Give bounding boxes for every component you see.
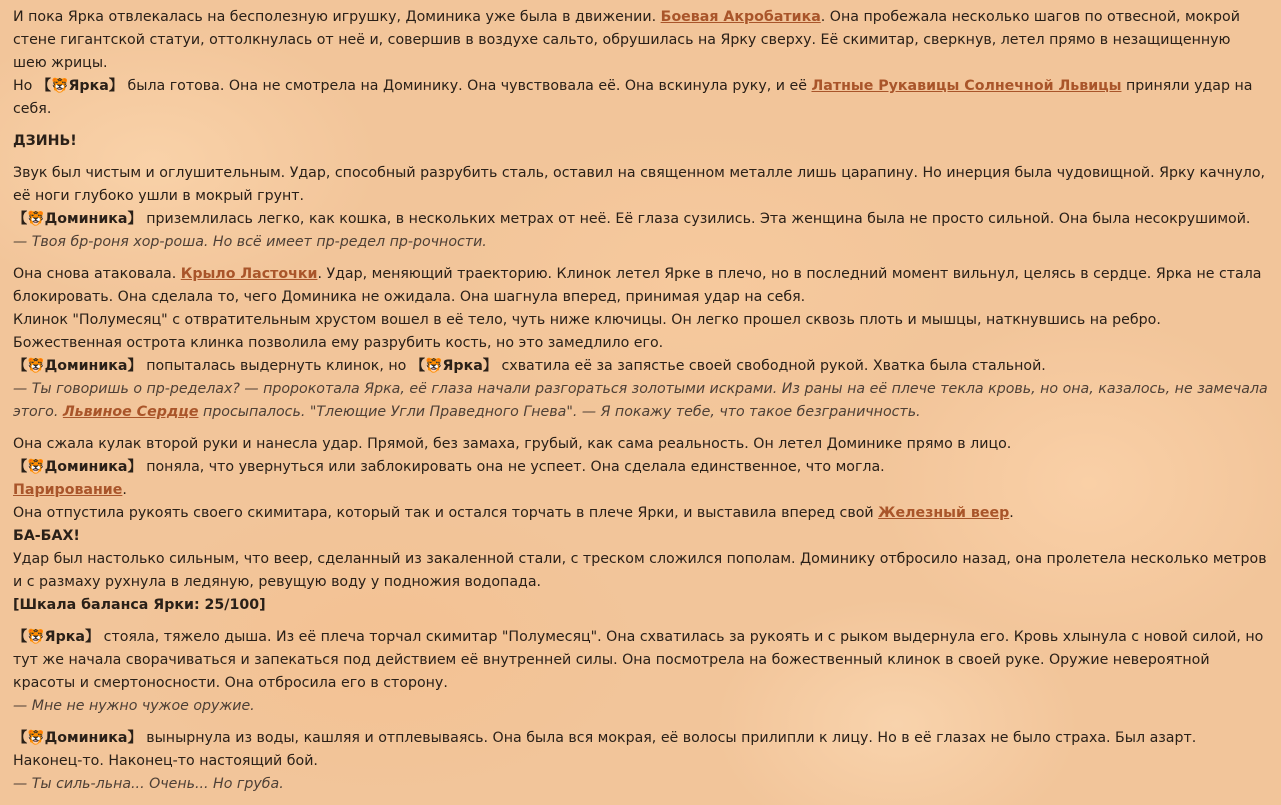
tiger-icon: 🐯 xyxy=(27,629,45,645)
tiger-icon: 🐯 xyxy=(425,358,443,374)
character-tag-dominika[interactable]: 【🐯Доминика】 xyxy=(13,730,142,746)
text-line: Клинок "Полумесяц" с отвратительным хрустом вошел в её тело, чуть ниже ключицы. Он легко прошел сквозь плоть и мышцы, наткнувшись на ребро. Божественная острота клинка позволила ему разрубить кость, но это замедлило его. xyxy=(13,312,1161,351)
paragraph-4 xyxy=(13,263,1268,424)
sound-effect: БА-БАХ! xyxy=(13,528,80,544)
text-line: Она сжала кулак второй руки и нанесла удар. Прямой, без замаха, грубый, как сама реальность. Он летел Доминике прямо в лицо. xyxy=(13,436,1012,452)
item-link-gauntlets[interactable]: Латные Рукавицы Солнечной Львицы xyxy=(811,78,1122,94)
character-tag-dominika[interactable]: 【🐯Доминика】 xyxy=(13,358,142,374)
speech-line: — Ты силь-льна... Очень... Но груба. xyxy=(13,776,284,792)
character-tag-yarka[interactable]: 【🐯Ярка】 xyxy=(36,78,123,94)
tiger-icon: 🐯 xyxy=(27,459,45,475)
skill-link-lion-heart[interactable]: Львиное Сердце xyxy=(62,404,199,420)
text-line: И пока Ярка отвлекалась на бесполезную игрушку, Доминика уже была в движении. Боевая Акробатика. Она пробежала несколько шагов по отвесной, мокрой стене гигантской статуи, оттолкнулась от неё и, совершив в воздухе сальто, обрушилась на Ярку сверху. Её скимитар, сверкнув, летел прямо в незащищенную шею жрицы. xyxy=(13,9,1240,71)
balance-status: [Шкала баланса Ярки: 25/100] xyxy=(13,597,266,613)
character-tag-dominika[interactable]: 【🐯Доминика】 xyxy=(13,459,142,475)
text-line: Она снова атаковала. Крыло Ласточки. Удар, меняющий траекторию. Клинок летел Ярке в плечо, но в последний момент вильнул, целясь в сердце. Ярка не стала блокировать. Она сделала то, чего Доминика не ожидала. Она шагнула вперед, принимая удар на себя. xyxy=(13,266,1262,305)
character-tag-yarka[interactable]: 【🐯Ярка】 xyxy=(410,358,497,374)
text-line: 【🐯Доминика】 вынырнула из воды, кашляя и отплевываясь. Она была вся мокрая, её волосы прилипли к лицу. Но в её глазах не было страха. Был азарт. Наконец-то. Наконец-то настоящий бой. xyxy=(13,730,1197,769)
paragraph-7 xyxy=(13,727,1268,796)
character-tag-dominika[interactable]: 【🐯Доминика】 xyxy=(13,211,142,227)
tiger-icon: 🐯 xyxy=(27,211,45,227)
story-text xyxy=(13,6,1268,805)
text-line: 【🐯Доминика】 поняла, что увернуться или заблокировать она не успеет. Она сделала единственное, что могла. xyxy=(13,459,885,475)
skill-link-combat-acrobatics[interactable]: Боевая Акробатика xyxy=(660,9,821,25)
text-line: Удар был настолько сильным, что веер, сделанный из закаленной стали, с треском сложился пополам. Доминику отбросило назад, она пролетела несколько метров и с размаху рухнула в ледяную, ревущую воду у подножия водопада. xyxy=(13,551,1267,590)
speech-line: — Ты говоришь о пр-ределах? — пророкотала Ярка, её глаза начали разгораться золотыми искрами. Из раны на её плече текла кровь, но она, казалось, не замечала этого. Львиное Сердце просыпалось. "Тлеющие Угли Праведного Гнева". — Я покажу тебе, что такое безграничность. xyxy=(13,381,1268,420)
speech-line: — Мне не нужно чужое оружие. xyxy=(13,698,255,714)
text-line: 【🐯Доминика】 попыталась выдернуть клинок, но 【🐯Ярка】 схватила её за запястье своей свободной рукой. Хватка была стальной. xyxy=(13,358,1046,374)
tiger-icon: 🐯 xyxy=(27,358,45,374)
text-line: Она отпустила рукоять своего скимитара, который так и остался торчать в плече Ярки, и выставила вперед свой Железный веер. xyxy=(13,505,1014,521)
skill-link-swallow-wing[interactable]: Крыло Ласточки xyxy=(180,266,318,282)
paragraph-5 xyxy=(13,433,1268,617)
text-line: 【🐯Ярка】 стояла, тяжело дыша. Из её плеча торчал скимитар "Полумесяц". Она схватилась за рукоять и с рыком выдернула его. Кровь хлынула с новой силой, но тут же начала сворачиваться и запекаться под действием её внутренней силы. Она посмотрела на божественный клинок в своей руке. Оружие невероятной красоты и смертоносности. Она отбросила его в сторону. xyxy=(13,629,1264,691)
paragraph-2 xyxy=(13,130,1268,153)
paragraph-3 xyxy=(13,162,1268,254)
text-line: 【🐯Доминика】 приземлилась легко, как кошка, в нескольких метрах от неё. Её глаза сузились. Эта женщина была не просто сильной. Она была несокрушимой. xyxy=(13,211,1251,227)
tiger-icon: 🐯 xyxy=(27,730,45,746)
skill-link-parry[interactable]: Парирование xyxy=(13,482,123,498)
text-line: Звук был чистым и оглушительным. Удар, способный разрубить сталь, оставил на священном металле лишь царапину. Но инерция была чудовищной. Ярку качнуло, её ноги глубоко ушли в мокрый грунт. xyxy=(13,165,1266,204)
item-link-iron-fan[interactable]: Железный веер xyxy=(878,505,1010,521)
character-tag-yarka[interactable]: 【🐯Ярка】 xyxy=(13,629,100,645)
tiger-icon: 🐯 xyxy=(51,78,69,94)
text-line: Но 【🐯Ярка】 была готова. Она не смотрела на Доминику. Она чувствовала её. Она вскинула руку, и её Латные Рукавицы Солнечной Львицы приняли удар на себя. xyxy=(13,78,1253,117)
speech-line: — Твоя бр-роня хор-роша. Но всё имеет пр-редел пр-рочности. xyxy=(13,234,487,250)
paragraph-1 xyxy=(13,6,1268,121)
sound-effect: ДЗИНЬ! xyxy=(13,133,77,149)
paragraph-6 xyxy=(13,626,1268,718)
text-line: Парирование. xyxy=(13,482,127,498)
